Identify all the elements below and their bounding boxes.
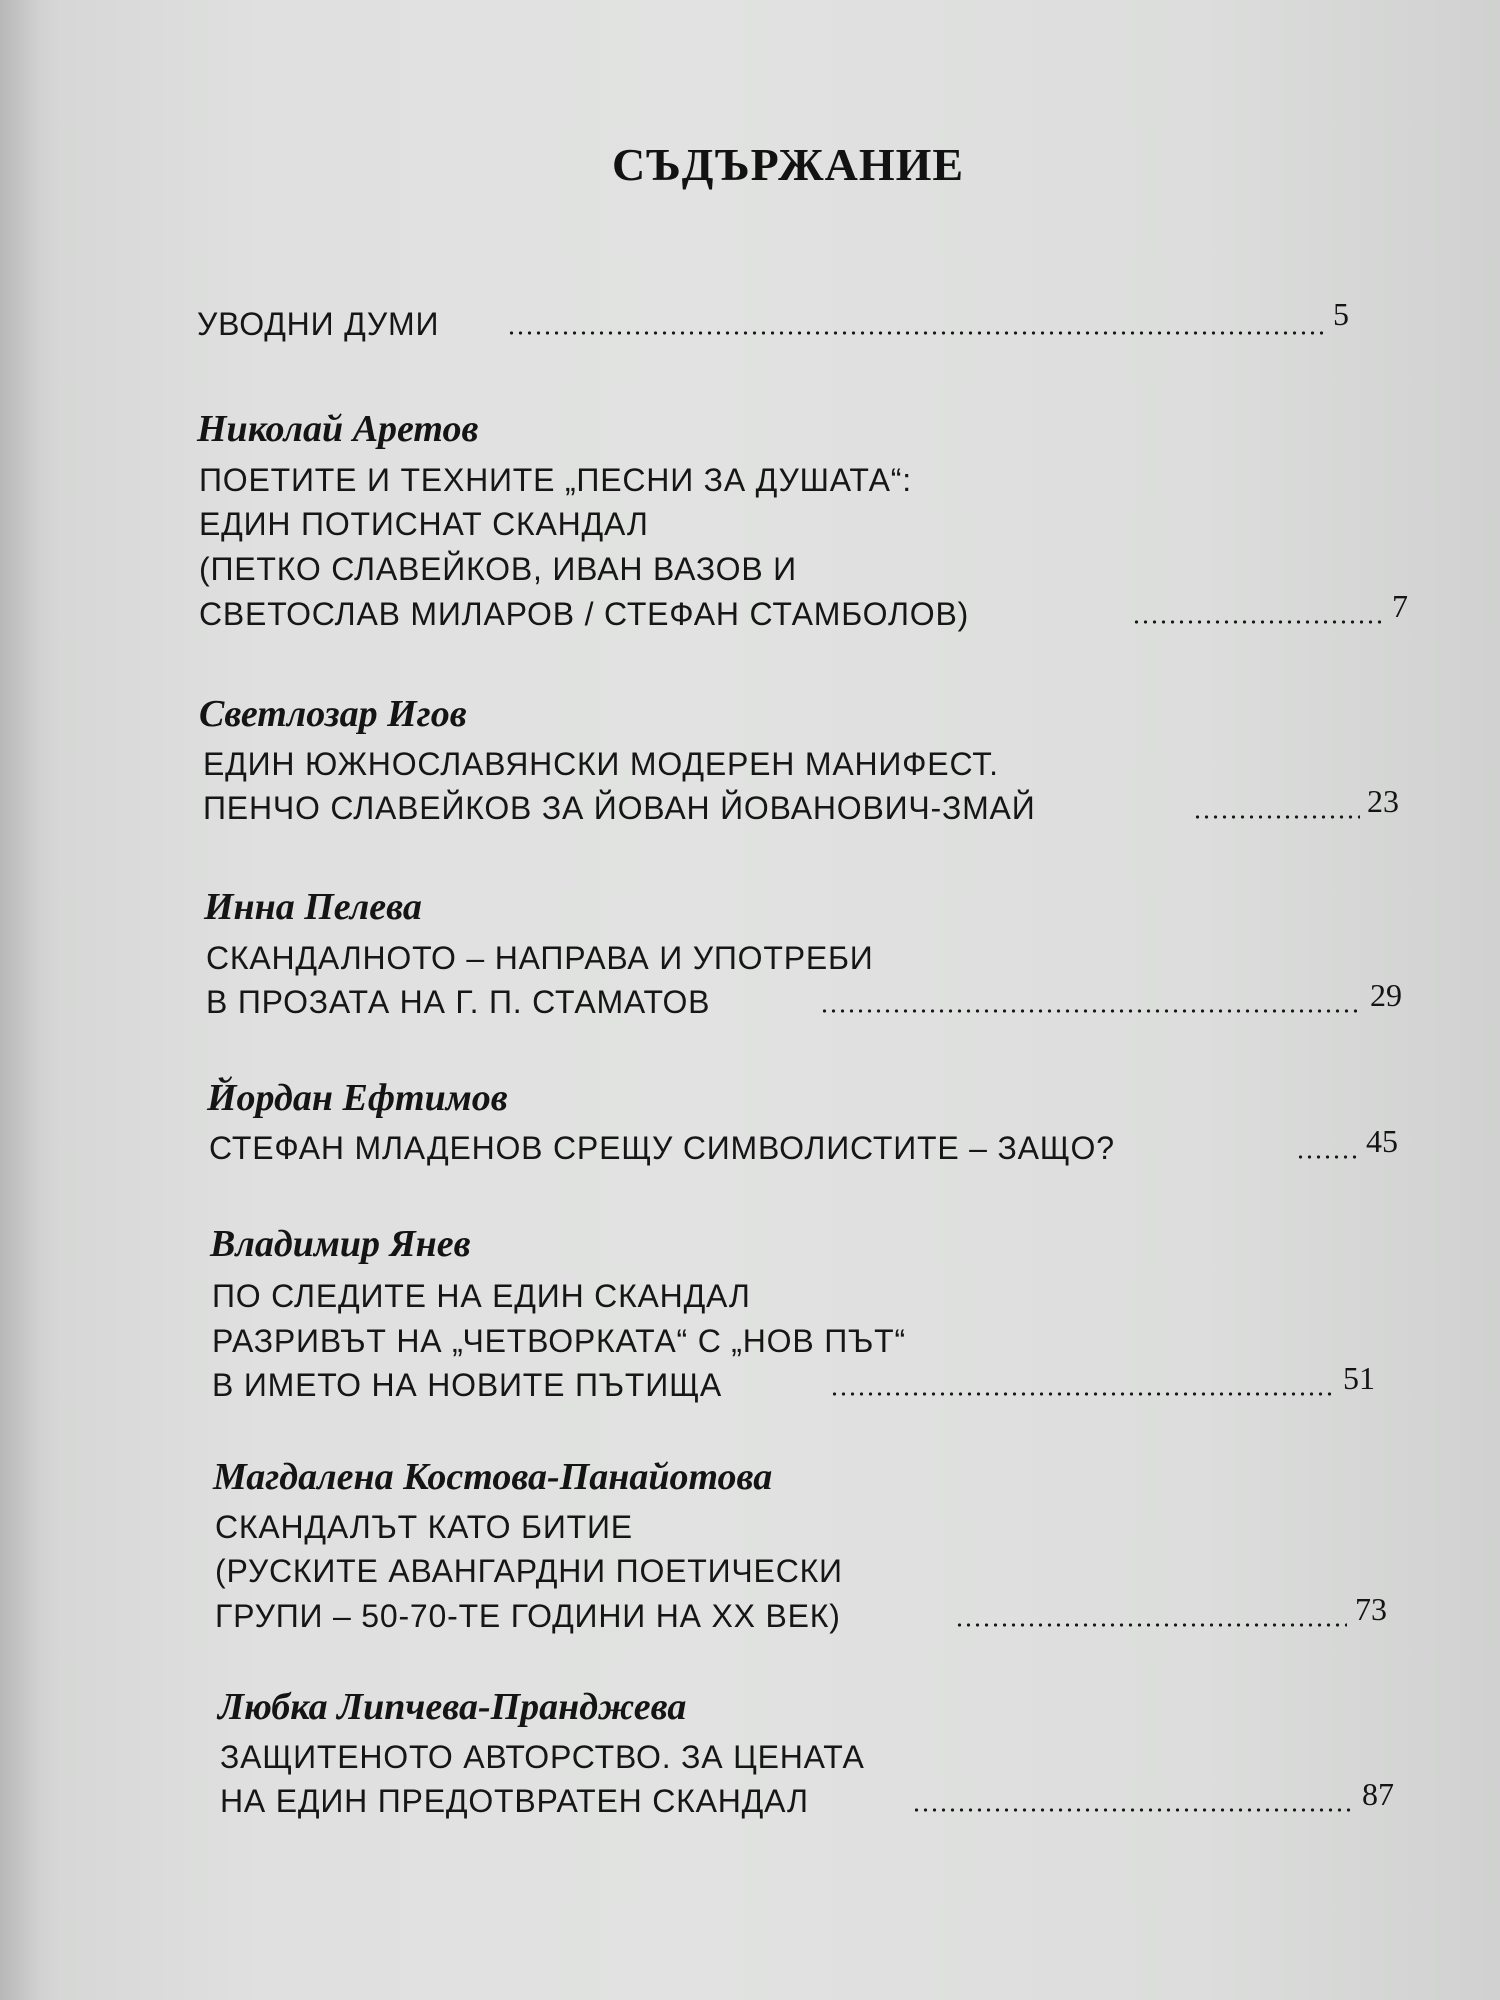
entry-title-line: СВЕТОСЛАВ МИЛАРОВ / СТЕФАН СТАМБОЛОВ) (199, 596, 970, 632)
leader-dots (1132, 620, 1385, 624)
leader-dots (820, 1009, 1363, 1013)
entry-page-number: 7 (1392, 588, 1408, 624)
entry-title-line: ЗАЩИТЕНОТО АВТОРСТВО. ЗА ЦЕНАТА (220, 1739, 865, 1775)
entry-author: Любка Липчева-Пранджева (218, 1686, 687, 1728)
page-title: СЪДЪРЖАНИЕ (612, 139, 965, 190)
entry-title-line: В ПРОЗАТА НА Г. П. СТАМАТОВ (206, 984, 711, 1020)
intro-page-number: 5 (1333, 296, 1349, 332)
entry-page-number: 51 (1343, 1360, 1375, 1396)
entry-author: Владимир Янев (210, 1223, 471, 1265)
spine-shadow (0, 0, 40, 2000)
entry-title-line: (ПЕТКО СЛАВЕЙКОВ, ИВАН ВАЗОВ И (199, 551, 797, 587)
entry-page-number: 23 (1367, 783, 1399, 819)
leader-dots (1193, 815, 1360, 819)
entry-title-line: ЕДИН ЮЖНОСЛАВЯНСКИ МОДЕРЕН МАНИФЕСТ. (203, 746, 999, 782)
entry-title-line: ЕДИН ПОТИСНАТ СКАНДАЛ (199, 506, 649, 542)
leader-dots (912, 1808, 1354, 1812)
entry-title-line: ПО СЛЕДИТЕ НА ЕДИН СКАНДАЛ (212, 1278, 751, 1314)
entry-title-line: СКАНДАЛНОТО – НАПРАВА И УПОТРЕБИ (206, 940, 874, 976)
entry-page-number: 29 (1370, 977, 1402, 1013)
entry-title-line: ПЕНЧО СЛАВЕЙКОВ ЗА ЙОВАН ЙОВАНОВИЧ-ЗМАЙ (203, 790, 1036, 826)
leader-dots (507, 331, 1325, 335)
leader-dots (830, 1392, 1335, 1396)
entry-title-line: (РУСКИТЕ АВАНГАРДНИ ПОЕТИЧЕСКИ (215, 1553, 843, 1589)
entry-title-line: СКАНДАЛЪТ КАТО БИТИЕ (215, 1509, 633, 1545)
entry-author: Йордан Ефтимов (207, 1077, 508, 1119)
entry-page-number: 45 (1366, 1123, 1398, 1159)
entry-author: Магдалена Костова-Панайотова (213, 1456, 773, 1498)
entry-author: Светлозар Игов (199, 693, 467, 735)
entry-page-number: 87 (1362, 1776, 1394, 1812)
entry-page-number: 73 (1355, 1591, 1387, 1627)
entry-title-line: ГРУПИ – 50-70-ТЕ ГОДИНИ НА XX ВЕК) (215, 1598, 841, 1634)
entry-title-line: РАЗРИВЪТ НА „ЧЕТВОРКАТА“ С „НОВ ПЪТ“ (212, 1323, 906, 1359)
entry-author: Инна Пелева (204, 886, 422, 928)
entry-title-line: НА ЕДИН ПРЕДОТВРАТЕН СКАНДАЛ (220, 1783, 809, 1819)
entry-author: Николай Аретов (197, 408, 479, 450)
entry-title-line: В ИМЕТО НА НОВИТЕ ПЪТИЩА (212, 1367, 723, 1403)
entry-title-line: СТЕФАН МЛАДЕНОВ СРЕЩУ СИМВОЛИСТИТЕ – ЗАЩО? (209, 1130, 1115, 1166)
leader-dots (955, 1623, 1347, 1627)
leader-dots (1296, 1155, 1360, 1159)
intro-label: УВОДНИ ДУМИ (197, 306, 440, 342)
entry-title-line: ПОЕТИТЕ И ТЕХНИТЕ „ПЕСНИ ЗА ДУШАТА“: (199, 462, 912, 498)
